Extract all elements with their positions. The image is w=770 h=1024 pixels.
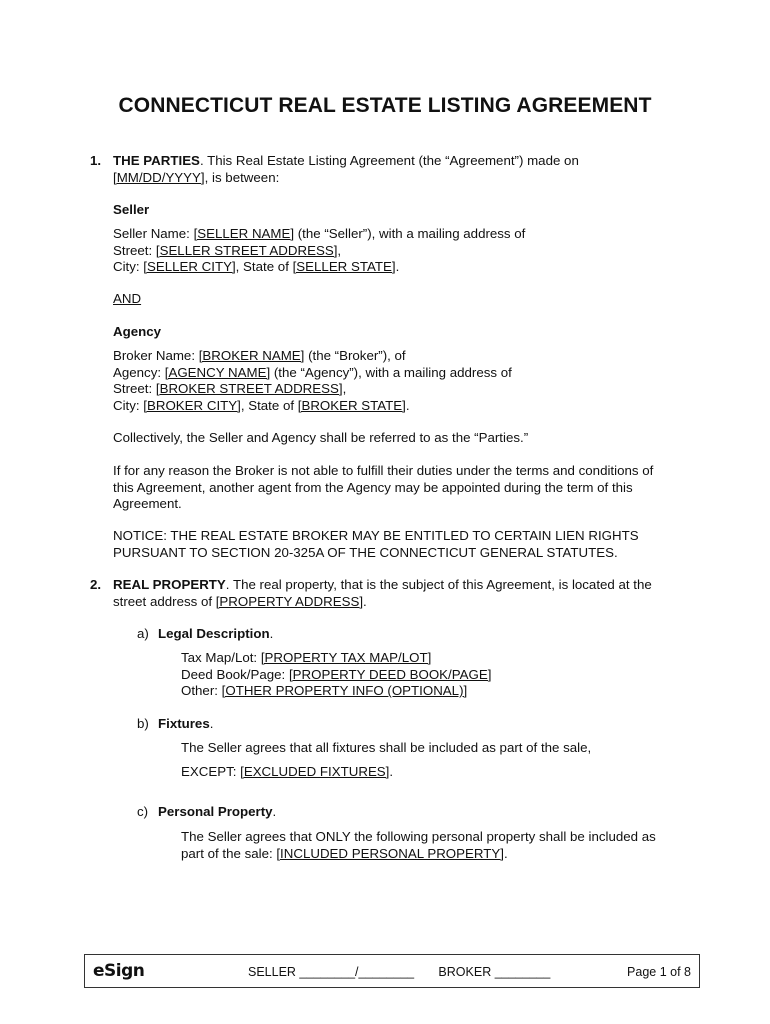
- personal-property-line-1: The Seller agrees that ONLY the following personal property shall be included as: [181, 829, 656, 844]
- seller-city-field[interactable]: [SELLER CITY]: [143, 259, 236, 274]
- personal-property-period: .: [272, 804, 277, 819]
- agency-name-field[interactable]: [AGENCY NAME]: [164, 364, 271, 380]
- other-info-label: Other:: [181, 683, 222, 698]
- seller-block: [113, 226, 525, 276]
- document-title: CONNECTICUT REAL ESTATE LISTING AGREEMENT: [118, 94, 652, 117]
- section-1-between: , is between:: [204, 169, 280, 185]
- broker-state-field[interactable]: [BROKER STATE]: [297, 397, 406, 413]
- broker-city-label: City:: [113, 397, 144, 413]
- other-info-field[interactable]: [OTHER PROPERTY INFO (OPTIONAL)]: [221, 683, 468, 698]
- fixtures-period: .: [209, 716, 214, 731]
- notice-line-1: NOTICE: THE REAL ESTATE BROKER MAY BE ENTITLED TO CERTAIN LIEN RIGHTS: [113, 528, 639, 543]
- and-separator: AND: [113, 291, 142, 306]
- page-number: Page 1 of 8: [627, 965, 691, 979]
- reason-paragraph: [113, 463, 653, 513]
- deed-book-label: Deed Book/Page:: [181, 666, 289, 682]
- seller-state-field[interactable]: [SELLER STATE]: [292, 259, 396, 274]
- section-1-heading: THE PARTIES: [113, 153, 200, 168]
- included-personal-property-field[interactable]: [INCLUDED PERSONAL PROPERTY]: [276, 845, 504, 861]
- seller-street-field[interactable]: [SELLER STREET ADDRESS]: [155, 242, 338, 258]
- agreement-date-field[interactable]: [MM/DD/YYYY]: [113, 169, 205, 185]
- section-2-heading: REAL PROPERTY: [113, 577, 226, 592]
- fixtures-heading: Fixtures: [158, 716, 210, 731]
- personal-property-heading: Personal Property: [158, 804, 273, 819]
- subsection-a-label: a): [137, 626, 149, 641]
- seller-street-label: Street:: [113, 242, 156, 258]
- agency-name-post: (the “Agency”), with a mailing address of: [270, 364, 512, 380]
- notice-line-2: PURSUANT TO SECTION 20-325A OF THE CONNECTICUT GENERAL STATUTES.: [113, 544, 618, 560]
- property-address-field[interactable]: [PROPERTY ADDRESS]: [215, 593, 364, 609]
- legal-description-heading: Legal Description: [158, 626, 270, 641]
- broker-state-period: .: [405, 397, 410, 413]
- section-1-number: 1.: [90, 153, 102, 168]
- agency-block: [113, 348, 512, 414]
- legal-description-period: .: [269, 626, 274, 641]
- fixtures-except-line: [181, 764, 393, 781]
- broker-street-label: Street:: [113, 381, 156, 396]
- initials-line[interactable]: SELLER ________/________ BROKER ________: [248, 965, 551, 979]
- seller-city-label: City:: [113, 259, 144, 274]
- seller-name-label: Seller Name:: [113, 226, 194, 241]
- broker-name-label: Broker Name:: [113, 348, 199, 363]
- tax-map-field[interactable]: [PROPERTY TAX MAP/LOT]: [260, 650, 432, 665]
- broker-street-comma: ,: [342, 381, 347, 396]
- seller-name-post: (the “Seller”), with a mailing address of: [294, 226, 526, 241]
- section-2-number: 2.: [90, 577, 102, 592]
- legal-description-block: [181, 650, 491, 700]
- subsection-c-label: c): [137, 804, 149, 819]
- broker-state-label: , State of: [240, 397, 298, 413]
- excluded-fixtures-field[interactable]: [EXCLUDED FIXTURES]: [240, 764, 390, 779]
- property-address-label: street address of: [113, 593, 216, 609]
- seller-state-label: , State of: [235, 259, 293, 274]
- seller-heading: Seller: [113, 202, 150, 217]
- personal-property-end: .: [503, 845, 508, 861]
- agency-heading: Agency: [113, 324, 162, 339]
- subsection-c-heading-line: [158, 804, 276, 821]
- agency-name-label: Agency:: [113, 364, 165, 380]
- seller-state-period: .: [395, 259, 400, 274]
- notice-paragraph: [113, 528, 639, 561]
- collectively-paragraph: Collectively, the Seller and Agency shall be referred to as the “Parties.”: [113, 430, 529, 445]
- property-address-period: .: [363, 593, 367, 609]
- subsection-b-label: b): [137, 716, 149, 731]
- broker-name-field[interactable]: [BROKER NAME]: [198, 348, 305, 363]
- personal-property-text: [181, 829, 656, 862]
- fixtures-text: The Seller agrees that all fixtures shall be included as part of the sale,: [181, 740, 592, 755]
- reason-line-2: this Agreement, another agent from the Agency may be appointed during the term of this: [113, 479, 633, 495]
- section-2-intro: [113, 577, 652, 610]
- broker-name-post: (the “Broker”), of: [304, 348, 406, 363]
- personal-property-line-2-label: part of the sale:: [181, 845, 277, 861]
- broker-city-field[interactable]: [BROKER CITY]: [143, 397, 241, 413]
- deed-book-field[interactable]: [PROPERTY DEED BOOK/PAGE]: [288, 666, 492, 682]
- esign-logo: eSign: [93, 961, 145, 981]
- subsection-a-heading-line: [158, 626, 273, 643]
- section-1-intro: [113, 153, 579, 186]
- section-2-intro-text: . The real property, that is the subject of this Agreement, is located at the: [225, 577, 652, 592]
- excluded-fixtures-period: .: [389, 764, 394, 779]
- page-footer: [84, 954, 700, 988]
- subsection-b-heading-line: [158, 716, 213, 733]
- reason-line-1: If for any reason the Broker is not able to fulfill their duties under the terms and conditions of: [113, 463, 654, 478]
- section-1-intro-text: . This Real Estate Listing Agreement (the “Agreement”) made on: [199, 153, 579, 168]
- seller-street-comma: ,: [337, 242, 342, 258]
- reason-line-3: Agreement.: [113, 496, 182, 511]
- broker-street-field[interactable]: [BROKER STREET ADDRESS]: [155, 381, 343, 396]
- tax-map-label: Tax Map/Lot:: [181, 650, 261, 665]
- seller-name-field[interactable]: [SELLER NAME]: [193, 226, 295, 241]
- except-label: EXCEPT:: [181, 764, 241, 779]
